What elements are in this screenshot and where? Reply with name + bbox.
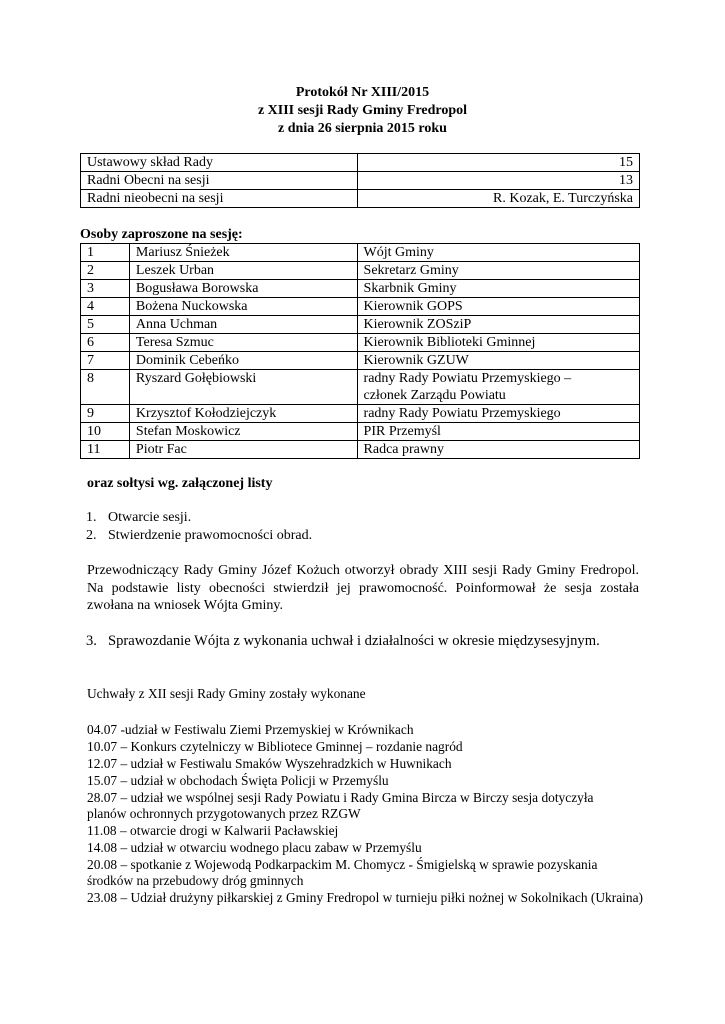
event-item: 15.07 – udział w obchodach Święta Policji w Przemyślu [87, 773, 389, 788]
table-cell: Radni nieobecni na sesji [81, 190, 358, 208]
person-name: Krzysztof Kołodziejczyk [129, 405, 357, 423]
protocol-title: Protokół Nr XIII/2015 [295, 85, 430, 100]
agenda-item [86, 527, 312, 544]
person-name: Bogusława Borowska [129, 280, 357, 298]
person-name: Dominik Cebeńko [129, 352, 357, 370]
table-row [81, 334, 640, 352]
agenda-text: Otwarcie sesji. [108, 510, 192, 525]
person-role: Radca prawny [357, 441, 639, 459]
table-row [81, 405, 640, 423]
person-name: Mariusz Śnieżek [129, 244, 357, 262]
table-row [81, 154, 640, 172]
event-item: 20.08 – spotkanie z Wojewodą Podkarpackim M. Chomycz - Śmigielską w sprawie pozyskania środków na przebudowy dróg gminnych [87, 857, 598, 889]
person-name: Stefan Moskowicz [129, 423, 357, 441]
person-name: Leszek Urban [129, 262, 357, 280]
person-name: Ryszard Gołębiowski [129, 370, 357, 405]
person-role: PIR Przemyśl [357, 423, 639, 441]
row-number: 9 [81, 405, 130, 423]
table-row [81, 298, 640, 316]
person-name: Anna Uchman [129, 316, 357, 334]
table-row [81, 244, 640, 262]
event-item: 04.07 -udział w Festiwalu Ziemi Przemyskiej w Krównikach [87, 722, 414, 737]
table-row [81, 172, 640, 190]
row-number: 1 [81, 244, 130, 262]
table-cell: 13 [357, 172, 640, 190]
table-row [81, 370, 640, 405]
table-row [81, 423, 640, 441]
row-number: 11 [81, 441, 130, 459]
person-role: Kierownik ZOSziP [357, 316, 639, 334]
event-item: 12.07 – udział w Festiwalu Smaków Wyszehradzkich w Huwnikach [87, 756, 452, 771]
session-date: z dnia 26 sierpnia 2015 roku [278, 121, 447, 136]
person-role: Wójt Gminy [357, 244, 639, 262]
invited-heading: Osoby zaproszone na sesję: [80, 227, 243, 242]
person-name: Piotr Fac [129, 441, 357, 459]
person-role-line: członek Zarządu Powiatu [363, 388, 506, 403]
row-number: 4 [81, 298, 130, 316]
soltysi-note: oraz sołtysi wg. załączonej listy [87, 476, 273, 491]
row-number: 3 [81, 280, 130, 298]
person-role: radny Rady Powiatu Przemyskiego [357, 405, 639, 423]
session-title: z XIII sesji Rady Gminy Fredropol [257, 103, 468, 118]
resolutions-note: Uchwały z XII sesji Rady Gminy zostały wykonane [87, 686, 366, 701]
table-row [81, 441, 640, 459]
opening-paragraph: Przewodniczący Rady Gminy Józef Kożuch otworzył obrady XIII sesji Rady Gminy Fredropol. Na podstawie listy obecności stwierdził jej prawomocność. Poinformował że sesja została zwołana na wniosek Wójta Gminy. [87, 563, 639, 613]
agenda-number: 3. [86, 633, 97, 649]
person-role [357, 370, 639, 405]
agenda-number: 2. [86, 528, 97, 543]
table-row [81, 190, 640, 208]
table-row [81, 262, 640, 280]
table-cell: R. Kozak, E. Turczyńska [357, 190, 640, 208]
agenda-item-3 [86, 632, 640, 651]
table-cell: Radni Obecni na sesji [81, 172, 358, 190]
event-item: 10.07 – Konkurs czytelniczy w Bibliotece Gminnej – rozdanie nagród [87, 739, 463, 754]
person-role: Kierownik GOPS [357, 298, 639, 316]
person-role-line: radny Rady Powiatu Przemyskiego – [363, 371, 572, 386]
table-row [81, 316, 640, 334]
row-number: 8 [81, 370, 130, 405]
row-number: 5 [81, 316, 130, 334]
invited-table [80, 243, 640, 459]
event-item: 28.07 – udział we wspólnej sesji Rady Powiatu i Rady Gmina Bircza w Birczy sesja dotyczyła planów ochronnych przygotowanych przez RZGW [87, 790, 594, 822]
person-name: Teresa Szmuc [129, 334, 357, 352]
row-number: 2 [81, 262, 130, 280]
agenda-item [86, 509, 191, 526]
person-role: Kierownik GZUW [357, 352, 639, 370]
event-item: 14.08 – udział w otwarciu wodnego placu zabaw w Przemyślu [87, 840, 422, 855]
table-cell: 15 [357, 154, 640, 172]
person-role: Kierownik Biblioteki Gminnej [357, 334, 639, 352]
table-cell: Ustawowy skład Rady [81, 154, 358, 172]
agenda-number: 1. [86, 510, 97, 525]
row-number: 7 [81, 352, 130, 370]
event-item: 11.08 – otwarcie drogi w Kalwarii Pacławskiej [87, 823, 339, 838]
table-row [81, 280, 640, 298]
agenda-text: Sprawozdanie Wójta z wykonania uchwał i działalności w okresie międzysesyjnym. [108, 633, 600, 649]
agenda-text: Stwierdzenie prawomocności obrad. [108, 528, 313, 543]
row-number: 10 [81, 423, 130, 441]
person-name: Bożena Nuckowska [129, 298, 357, 316]
event-item: 23.08 – Udział drużyny piłkarskiej z Gminy Fredropol w turnieju piłki nożnej w Sokolnikach (Ukraina) [87, 890, 643, 905]
person-role: Skarbnik Gminy [357, 280, 639, 298]
table-row [81, 352, 640, 370]
attendance-table [80, 153, 640, 208]
person-role: Sekretarz Gminy [357, 262, 639, 280]
row-number: 6 [81, 334, 130, 352]
